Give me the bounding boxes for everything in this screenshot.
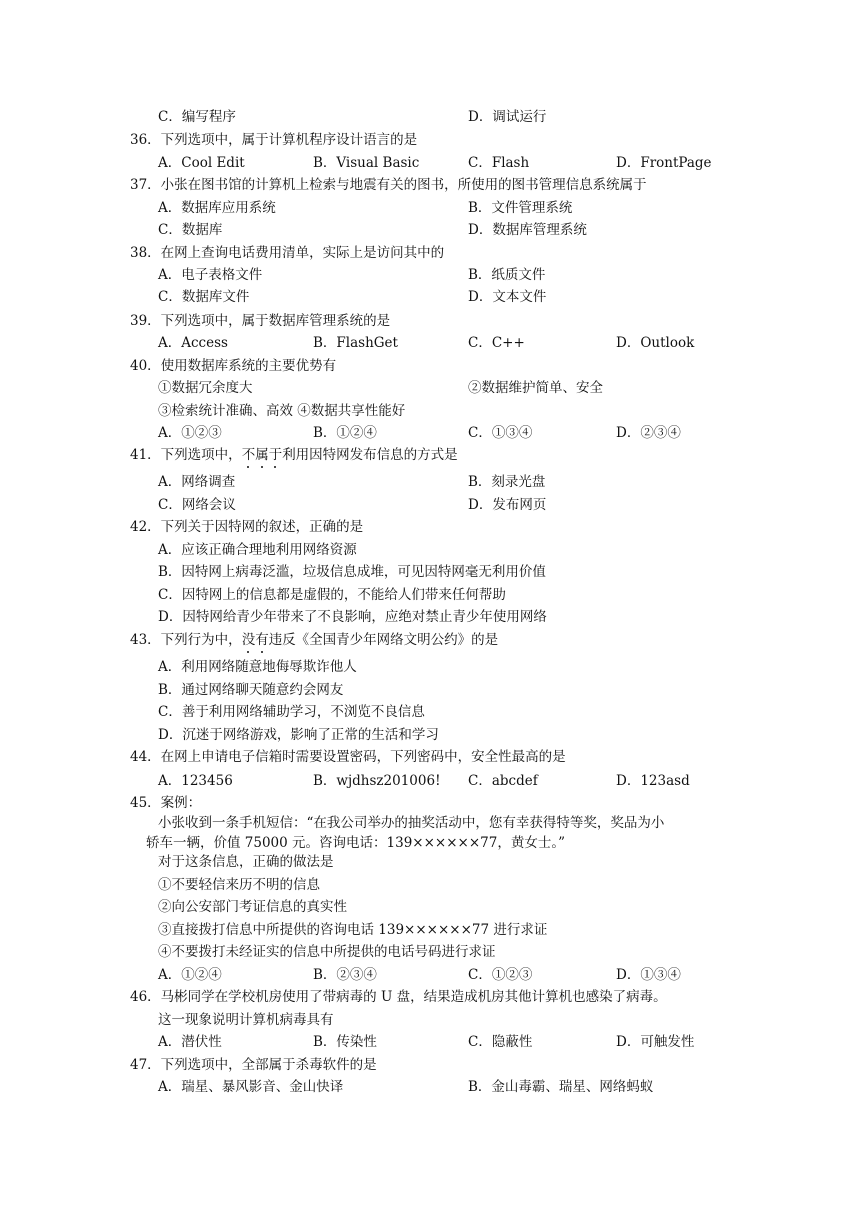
option-d: D．123asd — [616, 773, 690, 789]
question-41 — [130, 446, 458, 464]
option-d: D．②③④ — [616, 425, 681, 441]
option-d: D．数据库管理系统 — [468, 222, 587, 238]
emphasis-char: 有 — [255, 632, 269, 648]
question-44: 44．在网上申请电子信箱时需要设置密码，下列密码中，安全性最高的是 — [130, 749, 566, 765]
question-38: 38．在网上查询电话费用清单，实际上是访问其中的 — [130, 245, 445, 261]
case-text: 轿车一辆，价值 75000 元。咨询电话：139××××××77，黄女士。” — [146, 835, 565, 851]
option-b: B．传染性 — [313, 1034, 377, 1050]
option-a: A．网络调查 — [158, 474, 236, 490]
statement-2: ②数据维护简单、安全 — [468, 380, 603, 396]
option-b: B．FlashGet — [313, 335, 398, 351]
question-36: 36．下列选项中，属于计算机程序设计语言的是 — [130, 132, 418, 148]
option-c: C．Flash — [468, 155, 530, 171]
statement-1: ①数据冗余度大 — [158, 380, 253, 396]
option-a: A．利用网络随意地侮辱欺诈他人 — [158, 659, 357, 675]
option-b: B．因特网上病毒泛滥，垃圾信息成堆，可见因特网毫无利用价值 — [158, 564, 546, 580]
option-d: D．①③④ — [616, 967, 681, 983]
option-c: C．abcdef — [468, 773, 538, 789]
option-b: B．①②④ — [313, 425, 377, 441]
emphasis-char: 于 — [268, 447, 283, 463]
option-a: A．瑞星、暴风影音、金山快译 — [158, 1079, 344, 1095]
statement-2: ②向公安部门考证信息的真实性 — [158, 899, 347, 915]
option-b: B．wjdhsz201006! — [313, 773, 441, 789]
question-39: 39．下列选项中，属于数据库管理系统的是 — [130, 313, 391, 329]
option-c: C．数据库 — [158, 222, 223, 238]
option-c: C．①③④ — [468, 425, 533, 441]
option-c: C．①②③ — [468, 967, 533, 983]
statement-4: ④不要拨打未经证实的信息中所提供的电话号码进行求证 — [158, 944, 496, 960]
option-d: D．FrontPage — [616, 155, 712, 171]
option-a: A．Cool Edit — [158, 155, 245, 171]
option-b: B．金山毒霸、瑞星、网络蚂蚁 — [468, 1079, 654, 1095]
question-46: 46．马彬同学在学校机房使用了带病毒的 U 盘，结果造成机房其他计算机也感染了病毒。 — [130, 989, 667, 1005]
option-b: B．文件管理系统 — [468, 200, 573, 216]
option-c: C．C++ — [468, 335, 525, 351]
option-d: D．调试运行 — [468, 109, 547, 125]
question-37: 37．小张在图书馆的计算机上检索与地震有关的图书，所使用的图书管理信息系统属于 — [130, 177, 647, 193]
case-text: 小张收到一条手机短信：“在我公司举办的抽奖活动中，您有幸获得特等奖，奖品为小 — [158, 815, 665, 831]
option-a: A．①②④ — [158, 967, 222, 983]
option-a: A．123456 — [158, 773, 233, 789]
option-a: A．潜伏性 — [158, 1034, 222, 1050]
option-d: D．文本文件 — [468, 289, 547, 305]
question-text: 43．下列行为中， — [130, 632, 242, 648]
question-text: 41．下列选项中， — [130, 447, 242, 463]
option-d: D．因特网给青少年带来了不良影响，应绝对禁止青少年使用网络 — [158, 609, 547, 625]
option-c: C．数据库文件 — [158, 289, 250, 305]
question-47: 47．下列选项中，全部属于杀毒软件的是 — [130, 1057, 377, 1073]
option-c: C．善于利用网络辅助学习，不浏览不良信息 — [158, 704, 425, 720]
option-a: A．①②③ — [158, 425, 222, 441]
question-text: 利用因特网发布信息的方式是 — [282, 447, 458, 463]
question-text: 违反《全国青少年网络文明公约》的是 — [268, 632, 499, 648]
option-a: A．应该正确合理地利用网络资源 — [158, 542, 357, 558]
option-d: D．发布网页 — [468, 497, 547, 513]
option-b: B．Visual Basic — [313, 155, 420, 171]
option-d: D．沉迷于网络游戏，影响了正常的生活和学习 — [158, 727, 439, 743]
option-c: C．编写程序 — [158, 109, 236, 125]
option-b: B．通过网络聊天随意约会网友 — [158, 682, 344, 698]
option-b: B．②③④ — [313, 967, 377, 983]
option-c: C．网络会议 — [158, 497, 236, 513]
statement-3-4: ③检索统计准确、高效 ④数据共享性能好 — [158, 403, 406, 419]
option-d: D．可触发性 — [616, 1034, 695, 1050]
option-d: D．Outlook — [616, 335, 695, 351]
question-40: 40．使用数据库系统的主要优势有 — [130, 358, 337, 374]
question-42: 42．下列关于因特网的叙述，正确的是 — [130, 519, 364, 535]
option-b: B．刻录光盘 — [468, 474, 546, 490]
option-c: C．因特网上的信息都是虚假的，不能给人们带来任何帮助 — [158, 587, 506, 603]
option-a: A．数据库应用系统 — [158, 200, 276, 216]
option-a: A．Access — [158, 335, 228, 351]
question-text: 这一现象说明计算机病毒具有 — [158, 1012, 334, 1028]
option-a: A．电子表格文件 — [158, 267, 263, 283]
case-question: 对于这条信息，正确的做法是 — [158, 854, 334, 870]
statement-1: ①不要轻信来历不明的信息 — [158, 877, 320, 893]
option-c: C．隐蔽性 — [468, 1034, 533, 1050]
question-43 — [130, 631, 498, 649]
option-b: B．纸质文件 — [468, 267, 546, 283]
question-45: 45．案例： — [130, 795, 202, 811]
statement-3: ③直接拨打信息中所提供的咨询电话 139××××××77 进行求证 — [158, 922, 548, 938]
emphasis-char: 不 — [241, 447, 256, 463]
emphasis-char: 属 — [255, 447, 269, 463]
emphasis-char: 没 — [241, 632, 256, 648]
